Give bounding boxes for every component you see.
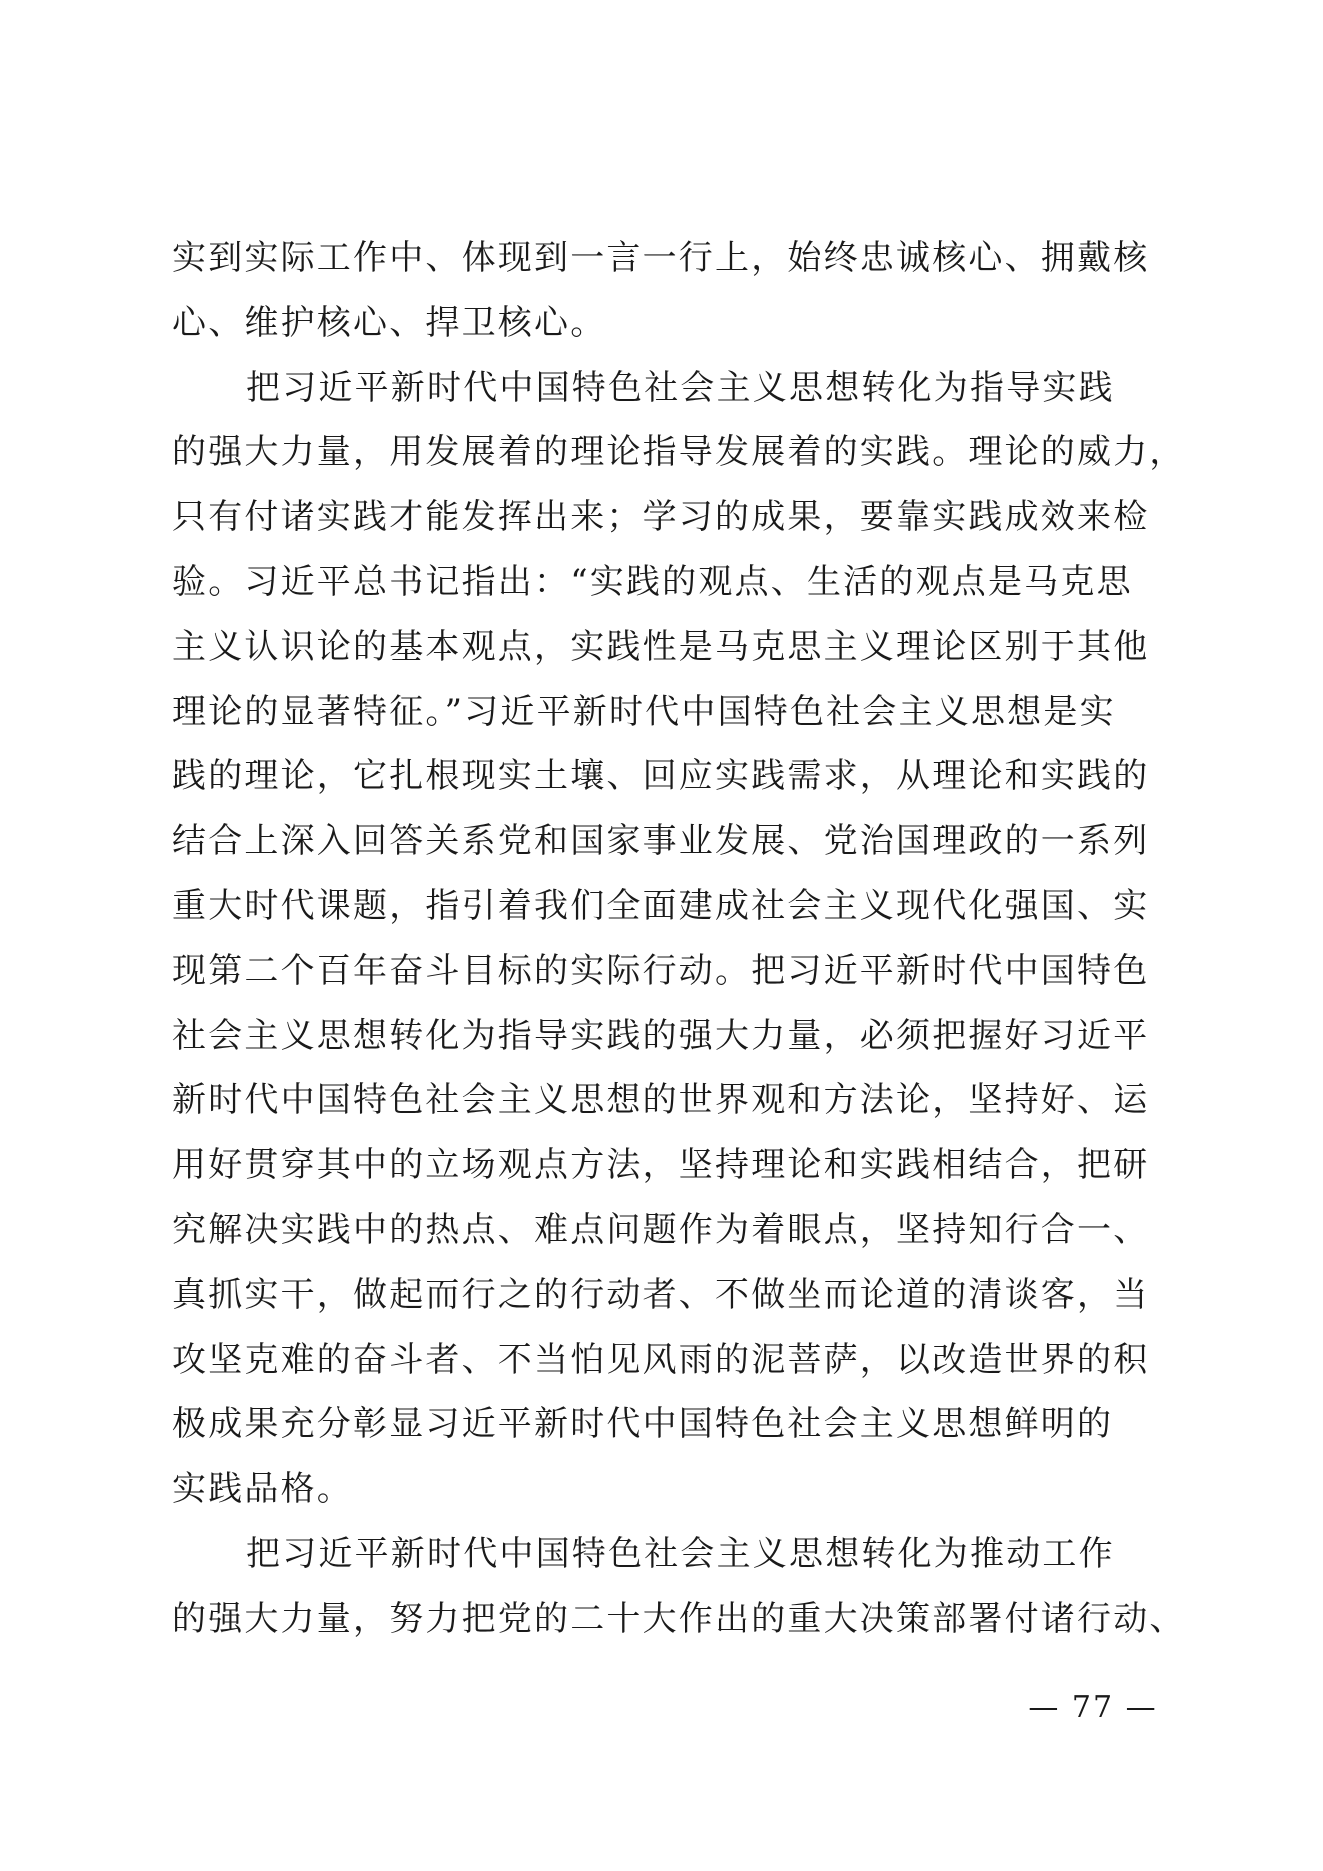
text-line: 真抓实干，做起而行之的行动者、不做坐而论道的清谈客，当: [172, 1274, 1150, 1315]
text-line: 的强大力量，努力把党的二十大作出的重大决策部署付诸行动、: [172, 1598, 1186, 1639]
text-line: 主义认识论的基本观点，实践性是马克思主义理论区别于其他: [172, 626, 1150, 667]
text-line: 理论的显著特征。”习近平新时代中国特色社会主义思想是实: [172, 691, 1116, 732]
text-line: 实践品格。: [172, 1469, 353, 1510]
text-line: 心、维护核心、捍卫核心。: [172, 302, 607, 343]
text-line: 只有付诸实践才能发挥出来；学习的成果，要靠实践成效来检: [172, 497, 1150, 538]
body-text: [172, 226, 1186, 1652]
text-line: 新时代中国特色社会主义思想的世界观和方法论，坚持好、运: [172, 1080, 1150, 1121]
text-line: 重大时代课题，指引着我们全面建成社会主义现代化强国、实: [172, 885, 1150, 926]
text-line: 现第二个百年奋斗目标的实际行动。把习近平新时代中国特色: [172, 950, 1150, 991]
text-line: 用好贯穿其中的立场观点方法，坚持理论和实践相结合，把研: [172, 1145, 1150, 1186]
text-line: 社会主义思想转化为指导实践的强大力量，必须把握好习近平: [172, 1015, 1150, 1056]
text-line: 攻坚克难的奋斗者、不当怕见风雨的泥菩萨，以改造世界的积: [172, 1339, 1150, 1380]
paragraph-start-line: 把习近平新时代中国特色社会主义思想转化为指导实践: [246, 367, 1115, 408]
text-line: 践的理论，它扎根现实土壤、回应实践需求，从理论和实践的: [172, 756, 1150, 797]
page-number: — 77 —: [1028, 1690, 1158, 1725]
text-line: 究解决实践中的热点、难点问题作为着眼点，坚持知行合一、: [172, 1209, 1150, 1250]
text-line: 极成果充分彰显习近平新时代中国特色社会主义思想鲜明的: [172, 1404, 1114, 1445]
text-line: 结合上深入回答关系党和国家事业发展、党治国理政的一系列: [172, 821, 1150, 862]
paragraph-start-line: 把习近平新时代中国特色社会主义思想转化为推动工作: [246, 1533, 1115, 1574]
text-line: 实到实际工作中、体现到一言一行上，始终忠诚核心、拥戴核: [172, 238, 1150, 278]
text-line: 验。习近平总书记指出：“实践的观点、生活的观点是马克思: [172, 561, 1133, 602]
text-line: 的强大力量，用发展着的理论指导发展着的实践。理论的威力，: [172, 432, 1186, 473]
